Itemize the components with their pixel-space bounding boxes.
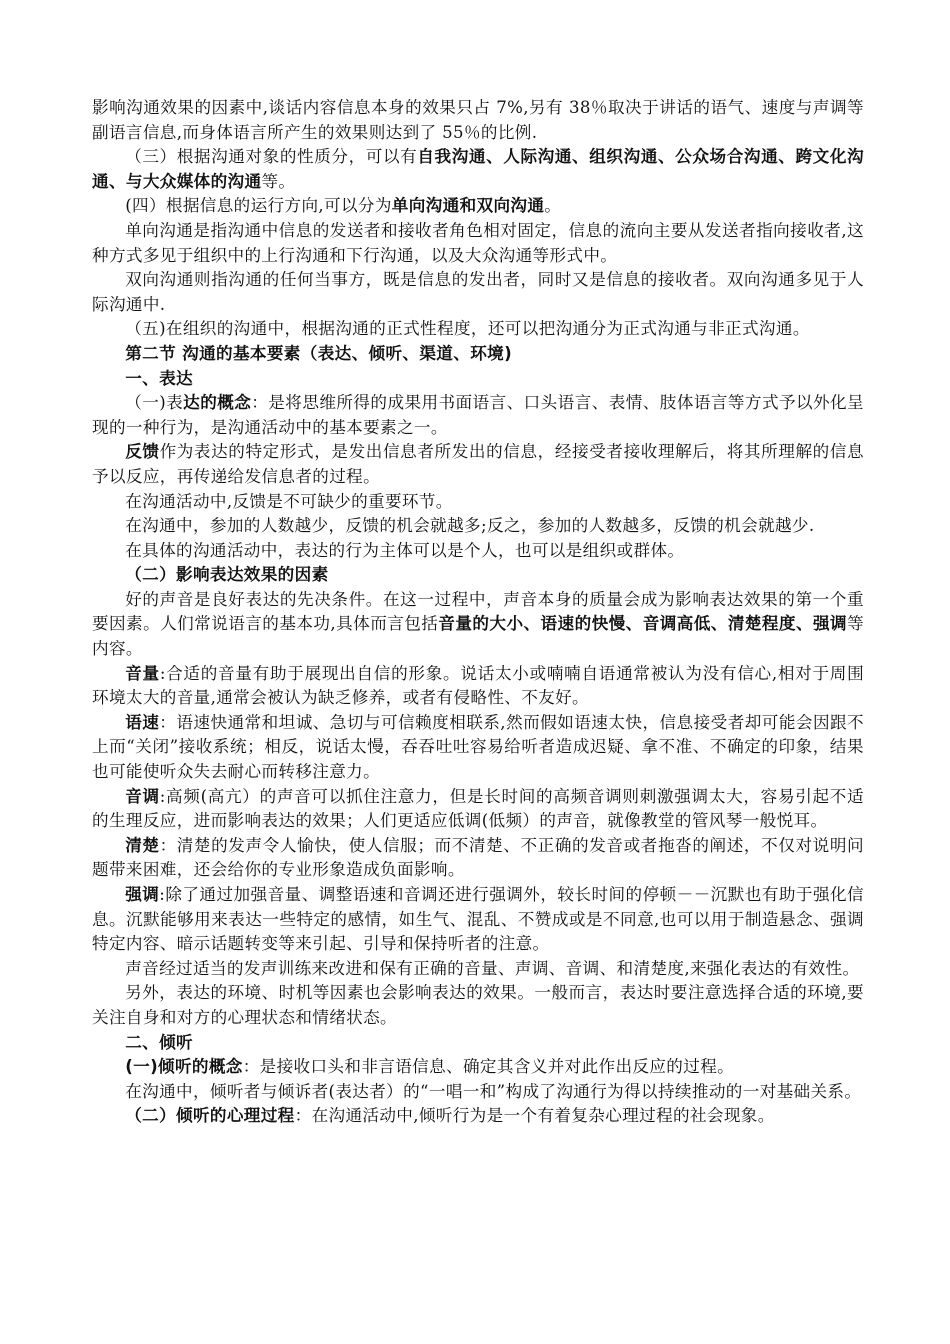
bold-text-run: 音量的大小、语速的快慢、音调高低、清楚程度、强调 <box>438 614 848 634</box>
paragraph <box>92 1104 864 1129</box>
text-run: :合适的音量有助于展现出自信的形象。说话太小或喃喃自语通常被认为没有信心,相对于周围环境太大的音量,通常会被认为缺乏修养，或者有侵略性、不友好。 <box>92 663 865 708</box>
text-run: 好的声音是良好表达的先决条件。在这一过程中，声音本身的质量会成为影响表达效果的第一个重要因素。人们常说语言的基本功,具体而言包括 <box>92 589 864 634</box>
paragraph <box>92 96 864 145</box>
paragraph <box>92 981 864 1030</box>
paragraph <box>92 1080 864 1105</box>
paragraph <box>92 514 864 539</box>
text-run: 在沟通中，倾听者与倾诉者(表达者）的“一唱一和”构成了沟通行为得以持续推动的一对基础关系。 <box>125 1081 862 1101</box>
text-run: 等内容。 <box>92 614 865 659</box>
bold-text-run: (一)倾听的概念 <box>125 1057 243 1077</box>
text-run: (四）根据信息的运行方向,可以分为 <box>125 196 392 216</box>
text-run: （一)表 <box>125 393 184 413</box>
bold-text-run: 音量 <box>125 663 160 683</box>
paragraph <box>92 834 864 883</box>
bold-text-run: 清楚 <box>125 835 160 855</box>
text-run: :高频(高亢）的声音可以抓住注意力，但是长时间的高频音调则刺激强调太大，容易引起不适的生理反应，进而影响表达的效果；人们更适应低调(低频）的声音，就像教堂的管风琴一般悦耳。 <box>92 786 864 831</box>
bold-text-run: 音调 <box>125 786 160 806</box>
bold-text-run: 强调 <box>125 885 160 904</box>
text-run: ：是接收口头和非言语信息、确定其含义并对此作出反应的过程。 <box>242 1057 735 1077</box>
paragraph <box>92 268 864 317</box>
heading-text: 第二节 沟通的基本要素（表达、倾听、渠道、环境) <box>125 343 513 363</box>
heading-text: （二）影响表达效果的因素 <box>125 565 329 585</box>
text-run: ：在沟通活动中,倾听行为是一个有着复杂心理过程的社会现象。 <box>294 1106 775 1126</box>
text-run: 在具体的沟通活动中，表达的行为主体可以是个人，也可以是组织或群体。 <box>125 540 685 560</box>
paragraph <box>92 662 864 711</box>
text-run: 在沟通中，参加的人数越少，反馈的机会就越多;反之，参加的人数越多，反馈的机会就越少. <box>125 516 815 536</box>
paragraph <box>92 317 864 342</box>
text-run: 影响沟通效果的因素中,谈话内容信息本身的效果只占 7%,另有 38％取决于讲话的语气、速度与声调等副语言信息,而身体语言所产生的效果则达到了 55％的比例. <box>92 98 864 142</box>
paragraph <box>92 440 864 489</box>
text-run: 作为表达的特定形式，是发出信息者所发出的信息，经接受者接收理解后，将其所理解的信息予以反应，再传递给发信息者的过程。 <box>92 442 864 486</box>
paragraph <box>92 1055 864 1080</box>
subsection-heading <box>92 367 864 392</box>
text-run: 单向沟通是指沟通中信息的发送者和接收者角色相对固定，信息的流向主要从发送者指向接收者,这种方式多见于组织中的上行沟通和下行沟通，以及大众沟通等形式中。 <box>92 220 864 265</box>
text-run: 双向沟通则指沟通的任何当事方，既是信息的发出者，同时又是信息的接收者。双向沟通多见于人际沟通中. <box>92 270 864 314</box>
text-run: 在沟通活动中,反馈是不可缺少的重要环节。 <box>125 491 453 511</box>
bold-text-run: 达的概念 <box>183 393 252 413</box>
text-run: （五)在组织的沟通中，根据沟通的正式性程度，还可以把沟通分为正式沟通与非正式沟通。 <box>125 319 810 339</box>
text-run: （三）根据沟通对象的性质分，可以有 <box>125 147 418 167</box>
bold-text-run: 反馈 <box>125 442 160 462</box>
document-page <box>92 96 864 1129</box>
paragraph <box>92 391 864 440</box>
paragraph <box>92 711 864 785</box>
paragraph <box>92 957 864 982</box>
paragraph <box>92 194 864 219</box>
text-run: 另外，表达的环境、时机等因素也会影响表达的效果。一般而言，表达时要注意选择合适的环境,要关注自身和对方的心理状态和情绪状态。 <box>92 983 864 1027</box>
text-run: 声音经过适当的发声训练来改进和保有正确的音量、声调、音调、和清楚度,来强化表达的有效性。 <box>125 958 860 978</box>
bold-text-run: 自我沟通、人际沟通、组织沟通、公众场合沟通、跨文化沟通、与大众媒体的沟通 <box>92 147 864 191</box>
paragraph <box>92 785 864 834</box>
bold-text-run: （二）倾听的心理过程 <box>125 1106 295 1126</box>
bold-text-run: 单向沟通和双向沟通 <box>391 196 545 216</box>
paragraph <box>92 145 864 194</box>
paragraph <box>92 883 864 957</box>
section-heading <box>92 342 864 367</box>
subsection-heading <box>92 563 864 588</box>
paragraph <box>92 539 864 564</box>
text-run: ：语速快通常和坦诚、急切与可信赖度相联系,然而假如语速太快，信息接受者却可能会因跟不上而“关闭”接收系统；相反，说话太慢，吞吞吐吐容易给听者造成迟疑、拿不准、不确定的印象，结果也可能使听众失去耐心而转移注意力。 <box>92 712 864 782</box>
paragraph <box>92 490 864 515</box>
heading-text: 二、倾听 <box>125 1032 193 1052</box>
paragraph <box>92 219 864 268</box>
text-run: 。 <box>544 196 562 216</box>
paragraph <box>92 588 864 662</box>
text-run: ：是将思维所得的成果用书面语言、口头语言、表情、肢体语言等方式予以外化呈现的一种行为，是沟通活动中的基本要素之一。 <box>92 393 864 437</box>
text-run: ：清楚的发声令人愉快，使人信服；而不清楚、不正确的发音或者拖沓的阐述，不仅对说明问题带来困难，还会给你的专业形象造成负面影响。 <box>92 835 864 880</box>
heading-text: 一、表达 <box>125 368 193 388</box>
bold-text-run: 语速 <box>125 712 160 732</box>
text-run: :除了通过加强音量、调整语速和音调还进行强调外，较长时间的停顿－－沉默也有助于强化信息。沉默能够用来表达一些特定的感情，如生气、混乱、不赞成或是不同意,也可以用于制造悬念、强调特定内容、暗示话题转变等来引起、引导和保持听者的注意。 <box>92 885 864 954</box>
subsection-heading <box>92 1031 864 1056</box>
text-run: 等。 <box>261 171 296 191</box>
